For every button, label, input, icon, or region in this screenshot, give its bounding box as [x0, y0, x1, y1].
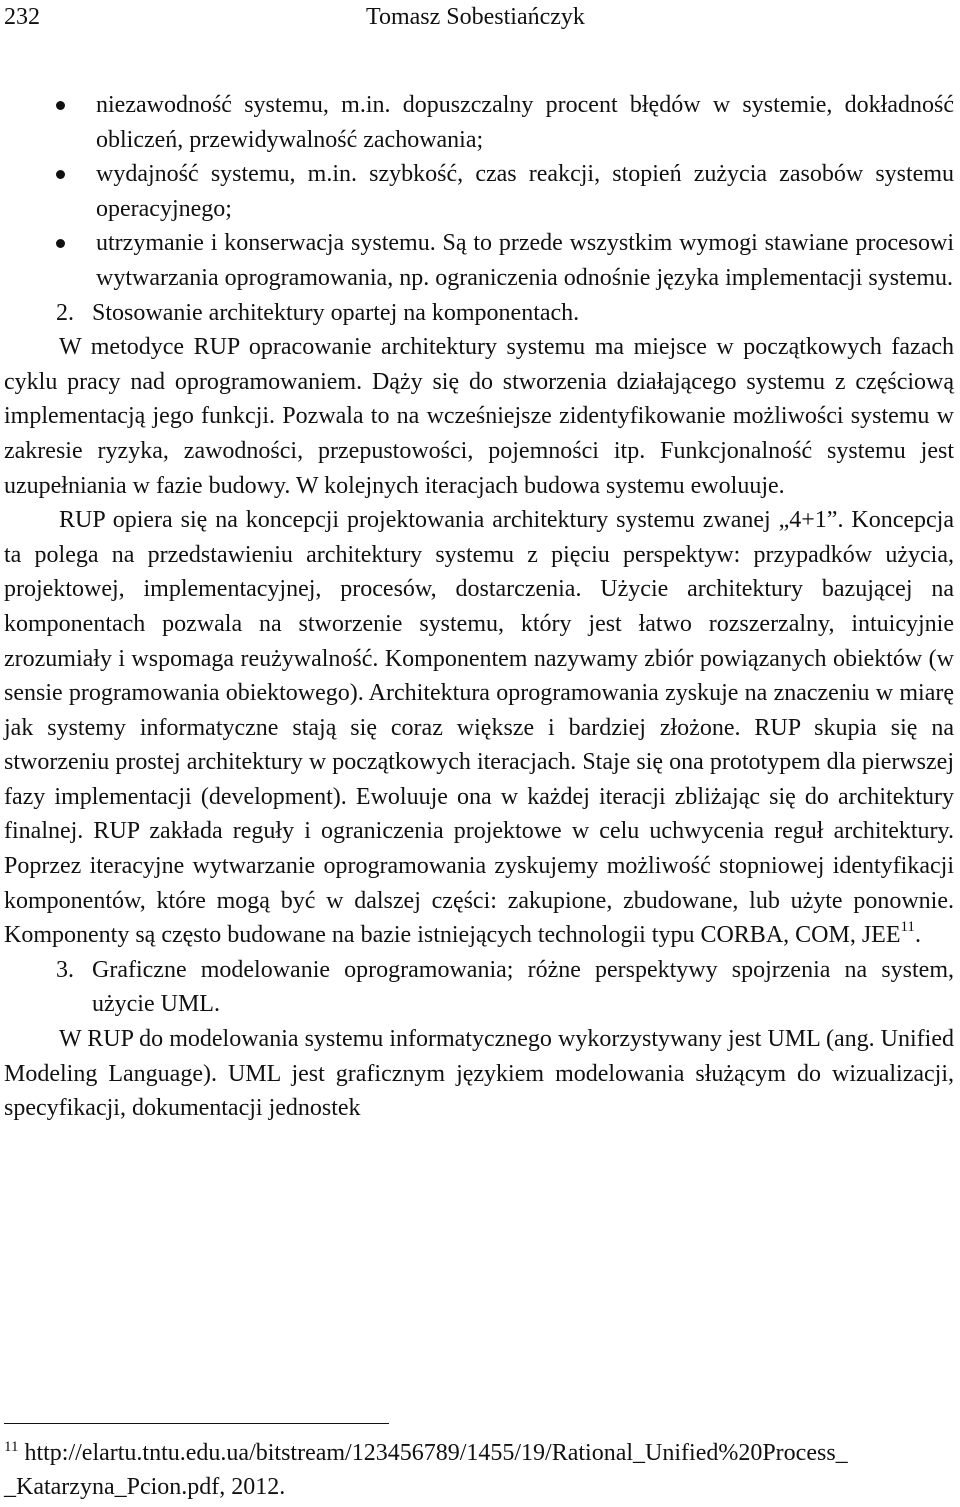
bullet-icon: [56, 239, 65, 248]
footnote: [4, 1436, 954, 1504]
requirements-list: [4, 88, 954, 296]
paragraph: W RUP do modelowania systemu informatycznego wykorzystywany jest UML (ang. Unified Modeling Language). UML jest graficznym językiem modelowania służącym do wizualizacji, specyfikacji, dokumentacji jednostek: [4, 1026, 954, 1122]
page-header: [4, 2, 954, 32]
list-item: [4, 157, 954, 226]
list-item-text: niezawodność systemu, m.in. dopuszczalny procent błędów w systemie, dokładność obliczeń, przewidywalność zachowania;: [96, 92, 954, 153]
bullet-icon: [56, 101, 65, 110]
footnote-reference: 11: [900, 919, 915, 936]
section-3-heading: [4, 953, 954, 1022]
running-author: Tomasz Sobestiańczyk: [366, 4, 585, 30]
paragraph-text: RUP opiera się na koncepcji projektowania architektury systemu zwanej „4+1”. Koncepcja ta polega na przedstawieniu architektury systemu z pięciu perspektyw: przypadków użycia, projektowej, implementacyjnej, procesów, dostarczenia. Użycie architektury bazującej na komponentach pozwala na stworzenie systemu, który jest łatwo rozszerzalny, intuicyjnie zrozumiały i wspomaga reużywalność. Komponentem nazywamy zbiór powiązanych obiektów (w sensie programowania obiektowego). Architektura oprogramowania zyskuje na znaczeniu w miarę jak systemy informatyczne stają się coraz większe i bardziej złożone. RUP skupia się na stworzeniu prostej architektury w początkowych iteracjach. Staje się ona prototypem dla pierwszej fazy implementacji (development). Ewoluuje ona w każdej iteracji zbliżając się do architektury finalnej. RUP zakłada reguły i ograniczenia projektowe w celu uchwycenia reguł architektury. Poprzez iteracyjne wytwarzanie oprogramowania zyskujemy możliwość stopniowej identyfikacji komponentów, które mogą być w dalszej części: zakupione, zbudowane, lub użyte ponownie. Komponenty są często budowane na bazie istniejących technologii typu CORBA, COM, JEE: [4, 507, 954, 949]
list-item-text: utrzymanie i konserwacja systemu. Są to przede wszystkim wymogi stawiane procesowi wytwarzania oprogramowania, np. ograniczenia odnośnie języka implementacji systemu.: [96, 230, 954, 291]
footnote-mark: 11: [4, 1439, 19, 1455]
paragraph: W metodyce RUP opracowanie architektury systemu ma miejsce w początkowych fazach cyklu pracy nad oprogramowaniem. Dąży się do stworzenia działającego systemu z częściową implementacją jego funkcji. Pozwala to na wcześniejsze zidentyfikowanie możliwości systemu w zakresie ryzyka, zawodności, przepustowości, pojemności itp. Funkcjonalność systemu jest uzupełniania w fazie budowy. W kolejnych iteracjach budowa systemu ewoluuje.: [4, 334, 954, 499]
footnote-separator: [4, 1423, 389, 1424]
bullet-icon: [56, 170, 65, 179]
section-title: Stosowanie architektury opartej na komponentach.: [92, 299, 580, 326]
list-item: [4, 88, 954, 157]
section-title: Graficzne modelowanie oprogramowania; różne perspektywy spojrzenia na system, użycie UML.: [92, 956, 954, 1018]
section-2-heading: [4, 296, 954, 331]
page-body: [4, 88, 954, 1126]
list-item: [4, 226, 954, 295]
section-number: 2.: [56, 299, 74, 326]
section-number: 3.: [56, 956, 74, 983]
paragraph-end: .: [914, 922, 921, 949]
list-item-text: wydajność systemu, m.in. szybkość, czas reakcji, stopień zużycia zasobów systemu operacyjnego;: [96, 161, 954, 222]
page-number: 232: [4, 4, 40, 30]
paragraph-4plus1: [4, 503, 954, 953]
footnote-text: http://elartu.tntu.edu.ua/bitstream/123456789/1455/19/Rational_Unified%20Process_ _Katarzyna_Pcion.pdf, 2012.: [4, 1440, 848, 1500]
